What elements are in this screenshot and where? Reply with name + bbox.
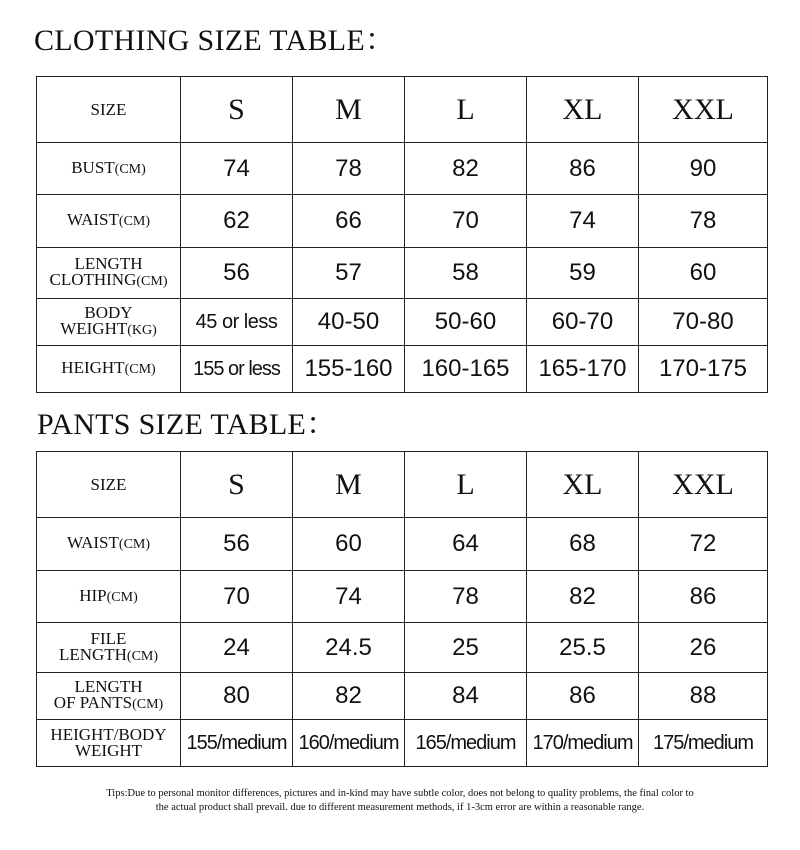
unit-label: (CM) [118,214,151,229]
table-cell: 155 or less [181,346,293,393]
unit-label: (CM) [114,161,146,177]
row-label-text: WEIGHT [60,319,128,338]
table-cell: 72 [639,518,768,571]
size-s-header: S [181,452,293,518]
row-label-text: WEIGHT [74,741,143,760]
table-row-hip [37,571,768,623]
clothing-size-table [36,76,768,393]
table-cell: 86 [527,673,639,720]
clothing-size-table-title: CLOTHING SIZE TABLE： [34,24,396,57]
row-label-text: LENGTH [58,644,127,664]
table-row-length-of-pants [37,673,768,720]
table-cell: 59 [527,248,639,299]
table-cell: 25.5 [527,623,639,673]
table-cell: 82 [405,143,527,195]
table-cell: 82 [293,673,405,720]
row-label-text: WAIST [66,533,119,552]
unit-label: (KG) [127,323,157,338]
table-cell: 155/medium [181,720,293,767]
table-cell: 165-170 [527,346,639,393]
row-label-hip [37,571,181,623]
unit-label: (CM) [136,274,168,289]
table-row-body-weight [37,299,768,346]
table-cell: 86 [527,143,639,195]
table-cell: 56 [181,518,293,571]
table-cell: 165/medium [405,720,527,767]
table-cell: 78 [639,195,768,248]
table-header-row [37,452,768,518]
table-cell: 90 [639,143,768,195]
table-row-waist [37,195,768,248]
table-cell: 160/medium [293,720,405,767]
table-cell: 68 [527,518,639,571]
pants-size-table-title: PANTS SIZE TABLE： [37,408,337,441]
table-cell: 66 [293,195,405,248]
row-label-text: WAIST [66,210,119,229]
table-cell: 62 [181,195,293,248]
table-row-file-length [37,623,768,673]
table-cell: 74 [181,143,293,195]
table-cell: 64 [405,518,527,571]
row-label-text: HEIGHT/BODY [50,725,167,744]
table-cell: 86 [639,571,768,623]
row-label-bust [37,143,181,195]
table-cell: 160-165 [405,346,527,393]
table-cell: 70-80 [639,299,768,346]
size-xl-header: XL [527,452,639,518]
table-cell: 26 [639,623,768,673]
table-cell: 70 [181,571,293,623]
table-cell: 60 [639,248,768,299]
row-label-length-of-pants [37,673,181,720]
table-cell: 74 [293,571,405,623]
table-row-length-clothing [37,248,768,299]
table-cell: 84 [405,673,527,720]
row-label-file-length [37,623,181,673]
table-cell: 170-175 [639,346,768,393]
row-label-text: CLOTHING [49,270,137,289]
table-cell: 57 [293,248,405,299]
size-header-label: SIZE [37,452,181,518]
size-m-header: M [293,77,405,143]
table-cell: 170/medium [527,720,639,767]
size-s-header: S [181,77,293,143]
table-cell: 60-70 [527,299,639,346]
table-cell: 45 or less [181,299,293,346]
size-header-label: SIZE [37,77,181,143]
table-row-height [37,346,768,393]
pants-size-table [36,451,768,767]
table-row-waist [37,518,768,571]
table-cell: 25 [405,623,527,673]
size-xxl-header: XXL [639,77,768,143]
table-cell: 175/medium [639,720,768,767]
unit-label: (CM) [118,537,151,552]
row-label-text: OF PANTS [53,693,133,712]
table-cell: 50-60 [405,299,527,346]
tips-note [40,787,760,815]
table-cell: 24.5 [293,623,405,673]
row-label-text: HIP [79,585,107,605]
size-xxl-header: XXL [639,452,768,518]
table-cell: 78 [293,143,405,195]
size-l-header: L [405,77,527,143]
row-label-text: LENGTH [74,254,143,273]
table-header-row [37,77,768,143]
row-label-text: BODY [84,303,133,322]
table-cell: 70 [405,195,527,248]
table-row-height-body-weight [37,720,768,767]
table-cell: 40-50 [293,299,405,346]
table-cell: 74 [527,195,639,248]
tips-line: the actual product shall prevail. due to different measurement methods, if 1-3cm error are within a reasonable range. [155,802,645,813]
unit-label: (CM) [126,648,159,664]
unit-label: (CM) [124,362,156,377]
table-cell: 24 [181,623,293,673]
size-l-header: L [405,452,527,518]
row-label-text: FILE [90,628,127,648]
table-cell: 80 [181,673,293,720]
size-xl-header: XL [527,77,639,143]
table-cell: 88 [639,673,768,720]
table-cell: 78 [405,571,527,623]
unit-label: (CM) [106,589,138,605]
row-label-text: HEIGHT [61,358,125,377]
row-label-text: LENGTH [74,677,143,696]
table-cell: 56 [181,248,293,299]
unit-label: (CM) [132,697,164,712]
row-label-waist [37,518,181,571]
table-row-bust [37,143,768,195]
tips-line: Tips:Due to personal monitor differences, pictures and in-kind may have subtle color, does not belong to quality problems, the final color to [106,788,694,799]
row-label-body-weight [37,299,181,346]
table-cell: 155-160 [293,346,405,393]
row-label-height-body-weight [37,720,181,767]
row-label-text: BUST [71,157,115,177]
table-cell: 82 [527,571,639,623]
row-label-length-clothing [37,248,181,299]
table-cell: 60 [293,518,405,571]
row-label-waist [37,195,181,248]
size-m-header: M [293,452,405,518]
table-cell: 58 [405,248,527,299]
row-label-height [37,346,181,393]
